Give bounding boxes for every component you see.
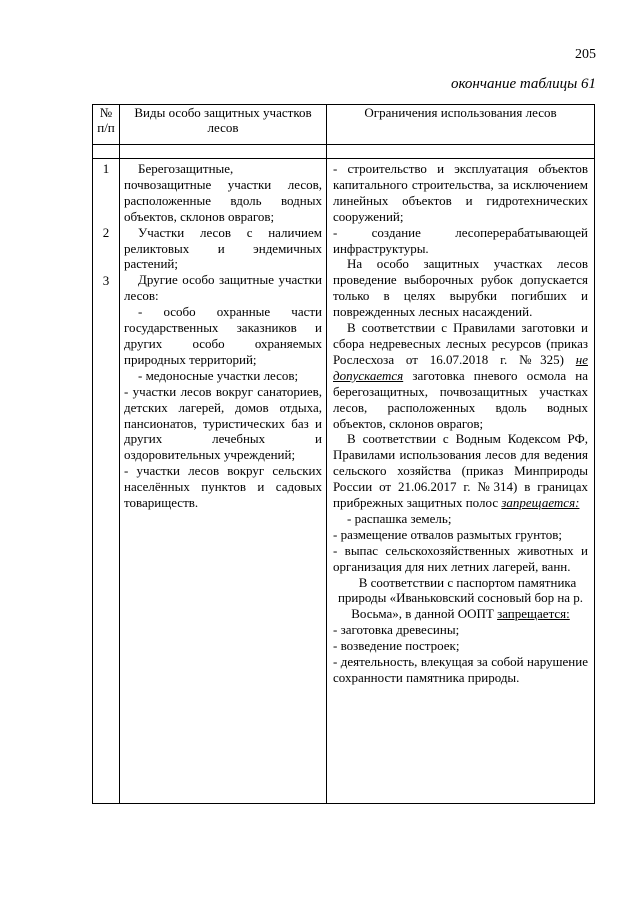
restriction-text: - строительство и эксплуатация объектов капитального строительства, за исключением линейных объектов и гидротехнических сооружений; [333,161,588,224]
restriction-text: - деятельность, влекущая за собой нарушение сохранности памятника природы. [333,654,588,685]
restriction-text: - выпас сельскохозяйственных животных и организация для них летних лагерей, ванн. [333,542,588,574]
emphasis-not-allowed: не допускается [333,351,588,383]
header-kinds: Виды особо защитных участков лесов [120,105,327,145]
restriction-text: В соответствии с Водным Кодексом РФ, Правилами использования лесов для ведения сельского хозяйства (приказ Минприроды России от 21.06.2017 г. №314) в границах прибрежных защитных полос запрещается: [333,431,588,511]
kind-item: - медоносные участки лесов; [138,367,299,383]
restriction-text: В соответствии с паспортом памятника природы «Иваньковский сосновый бор на р. Восьма», в данной ООПТ запрещается: [337,574,584,622]
emphasis-prohibited: запрещается: [497,606,570,622]
row-number: 1 [102,161,110,176]
kind-item: Другие особо защитные участки лесов: [124,272,322,304]
restriction-text: - заготовка древесины; [333,622,460,638]
header-num: № п/п [93,105,120,145]
row-number: 3 [102,273,110,288]
table-header-row [93,105,595,145]
kind-item: - участки лесов вокруг сельских населённых пунктов и садовых товариществ. [124,463,322,511]
emphasis-prohibited: запрещается: [501,495,580,511]
restriction-text: - возведение построек; [333,638,460,654]
kinds-cell [120,159,327,804]
restriction-text: В соответствии с Правилами заготовки и сбора недревесных лесных ресурсов (приказ Рослесхоза от 16.07.2018 г. №325) не допускается заготовка пневого осмола на берегозащитных, почвозащитных участках лесов, расположенных вдоль водных объектов, склонов оврагов; [333,320,588,431]
header-restrictions: Ограничения использования лесов [327,105,595,145]
page-number: 205 [575,47,596,62]
kind-item: - особо охранные части государственных заказников и других особо охраняемых природных территорий; [124,304,322,367]
table-row [93,159,595,804]
restrictions-cell [327,159,595,804]
kind-item: Участки лесов с наличием реликтовых и эндемичных растений; [124,224,322,272]
restriction-text: - создание лесоперерабатывающей инфраструктуры. [333,224,588,256]
table-caption: окончание таблицы 61 [450,76,596,92]
row-number: 2 [102,225,110,240]
restrictions-table [92,104,595,804]
restriction-text: - размещение отвалов размытых грунтов; [333,526,562,542]
kind-item: Берегозащитные, почвозащитные участки лесов, расположенные вдоль водных объектов, склонов оврагов; [124,161,322,224]
row-numbers-cell [93,159,120,804]
restriction-text: - распашка земель; [347,510,452,526]
restriction-text: На особо защитных участках лесов проведение выборочных рубок допускается только в целях вырубки погибших и поврежденных лесных насаждений. [333,256,588,320]
spacer-row [93,145,595,159]
kind-item: - участки лесов вокруг санаториев, детских лагерей, домов отдыха, пансионатов, туристических баз и других лечебных и оздоровительных учреждений; [124,383,322,463]
